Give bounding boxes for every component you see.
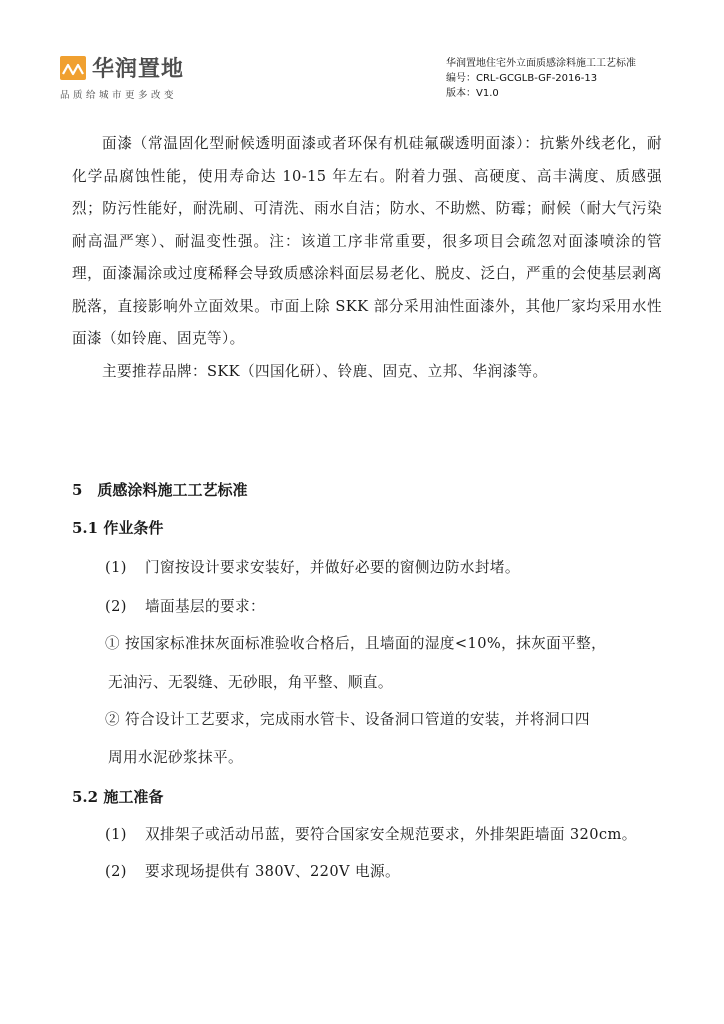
- s52-item-2-number: (2): [105, 863, 127, 880]
- logo-slogan: 品质给城市更多改变: [60, 90, 178, 101]
- brands-paragraph: 主要推荐品牌：SKK（四国化研）、铃鹿、固克、立邦、华润漆等。: [102, 362, 548, 380]
- s51-item-1-text: 门窗按设计要求安装好，并做好必要的窗侧边防水封堵。: [145, 559, 520, 576]
- s52-item-2: [105, 862, 400, 882]
- section-5-2-heading: 5.2 施工准备: [72, 788, 164, 806]
- document-meta: [446, 56, 636, 101]
- intro-paragraph: 面漆（常温固化型耐候透明面漆或者环保有机硅氟碳透明面漆）：抗紫外线老化，耐化学品腐蚀性能，使用寿命达 10-15 年左右。附着力强、高硬度、高丰满度、质感强烈；防污性能好，耐洗刷、可清洗、雨水自洁；防水、不助燃、防霉；耐候（耐大气污染耐高温严寒）、耐温变性强。注：该道工序非常重要，很多项目会疏忽对面漆喷涂的管理，面漆漏涂或过度稀释会导致质感涂料面层易老化、脱皮、泛白，严重的会使基层剥离脱落，直接影响外立面效果。市面上除 SKK 部分采用油性面漆外，其他厂家均采用水性面漆（如铃鹿、固克等）。: [72, 135, 662, 347]
- s51-item-1: [105, 558, 520, 578]
- document-title: 华润置地住宅外立面质感涂料施工工艺标准: [446, 58, 636, 69]
- document-body: [72, 128, 662, 388]
- s52-item-1: [105, 825, 637, 845]
- s51-sub-1-line-1: ① 按国家标准抹灰面标准验收合格后，且墙面的湿度<10%，抹灰面平整，: [105, 635, 607, 652]
- logo-text: 华润置地: [92, 57, 185, 82]
- s51-sub-2-line-1: ② 符合设计工艺要求，完成雨水管卡、设备洞口管道的安装，并将洞口四: [105, 711, 590, 728]
- logo-mark-icon: [60, 56, 86, 80]
- page-header: [0, 0, 724, 110]
- s52-item-1-text: 双排架子或活动吊蓝，要符合国家安全规范要求，外排架距墙面 320cm。: [145, 826, 637, 843]
- s52-item-1-number: (1): [105, 826, 127, 843]
- section-5-heading: 5 质感涂料施工工艺标准: [72, 481, 248, 499]
- s51-item-1-number: (1): [105, 559, 127, 576]
- s52-item-2-text: 要求现场提供有 380V、220V 电源。: [145, 863, 400, 880]
- s51-sub-1-line-2: 无油污、无裂缝、无砂眼，角平整、顺直。: [108, 674, 393, 691]
- s51-item-2-number: (2): [105, 598, 127, 615]
- s51-item-2: [105, 597, 265, 617]
- document-code: 编号：CRL-GCGLB-GF-2016-13: [446, 73, 598, 84]
- s51-item-2-text: 墙面基层的要求：: [145, 598, 265, 615]
- section-5-1-heading: 5.1 作业条件: [72, 519, 164, 537]
- s51-sub-2-line-2: 周用水泥砂浆抹平。: [108, 749, 243, 766]
- company-logo: [60, 52, 184, 101]
- document-version: 版本：V1.0: [446, 88, 499, 99]
